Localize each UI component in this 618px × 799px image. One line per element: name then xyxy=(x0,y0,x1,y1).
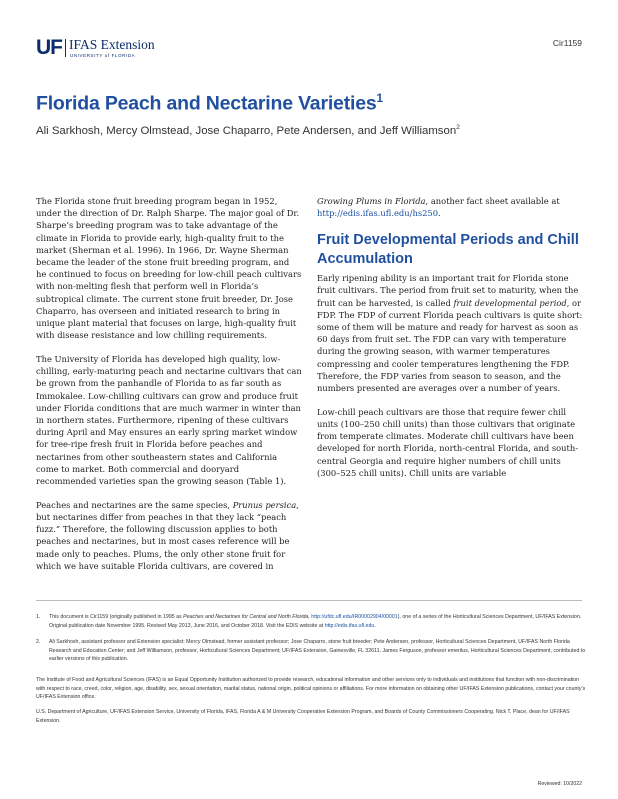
paragraph-chill-units: Low-chill peach cultivars are those that require fewer chill units (100–250 chill units) than those cultivars that originate from temperate climates. Moderate chill cultivars have been developed for north Florida, north-central Florida, and south-central Georgia and require higher numbers of chill units (300–525 chill units). Chill units are variable xyxy=(317,406,579,478)
paragraph-plums-end: . xyxy=(438,208,441,219)
footnote-1-text: This document is Cir1159 (originally published in 1995 as xyxy=(49,614,184,620)
plum-publication-title: Growing Plums in Florida xyxy=(317,196,426,206)
reviewed-date: Reviewed: 10/2022 xyxy=(537,781,582,787)
page-title xyxy=(36,92,383,116)
footnote-number: 2. xyxy=(36,639,41,646)
footer-statements xyxy=(36,676,588,725)
footnote-number: 1. xyxy=(36,614,41,620)
title-footnote-marker: 1 xyxy=(376,92,383,105)
section-heading: Fruit Developmental Periods and Chill Accumulation xyxy=(317,232,579,267)
title-text: Florida Peach and Nectarine Varieties xyxy=(36,92,377,115)
paragraph-fdp-cont: , or FDP. The FDP of current Florida peach cultivars is quite short: some of them will be mature and ready for harvest as soon as 60 days from fruit set. The FDP can vary with temperature during the growing season, with warmer temperatures compressing and cooler temperatures lengthening the FDP. Therefore, the FDP varies from season to season, and the numbers presented are averages over a number of years. xyxy=(317,297,583,394)
footnote-divider xyxy=(36,600,582,601)
paragraph-fdp xyxy=(317,272,585,394)
paragraph-fdp-text: Early ripening ability is an important trait for Florida stone fruit cultivars. The period from fruit set to maturity, when the fruit can be harvested, is called xyxy=(317,273,579,308)
fdp-term: fruit developmental period xyxy=(453,297,567,308)
footnote-1 xyxy=(36,613,588,630)
footnote-1-cont: ), one of a series of the Horticultural Sciences Department, UF/IFAS Extension. Original publication date November 1995. Revised May 2013, June 2016, and October 2018. Visit the EDIS website at xyxy=(49,614,582,629)
paragraph-species xyxy=(36,499,302,572)
uf-logo: UF xyxy=(36,36,62,59)
footnotes xyxy=(36,613,588,732)
body-column-left xyxy=(36,195,302,584)
paragraph-cultivars: The University of Florida has developed high quality, low-chilling, early-maturing peach and nectarine cultivars that can be grown from the panhandle of Florida to as far south as Immokalee. Low-chilling cultivars can grow and produce fruit under Florida conditions that are much warmer in winter than in northern states. Furthermore, ripening of these cultivars during April and May ensures an early spring market window for tree-ripe fresh fruit in Florida before peaches and nectarines from other southeastern states and California come to market. Both commercial and dooryard recommended varieties span the growing season (Table 1). xyxy=(36,354,302,487)
logo-subtitle: UNIVERSITY of FLORIDA xyxy=(70,53,136,58)
species-name: Prunus persica, xyxy=(232,499,299,510)
paragraph-history: The Florida stone fruit breeding program began in 1952, under the direction of Dr. Ralph Sharpe. The major goal of Dr. Sharpe’s breeding program was to take advantage of the climate in Florida to provide early, high-quality fruit to the market (Sherman et al. 1996). In 1966, Dr. Wayne Sherman became the leader of the stone fruit breeding program, and he continued to focus on breeding for low-chill peach cultivars with non-melting flesh that perform well in Florida’s subtropical climate. The current stone fruit breeder, Dr. Jose Chaparro, has overseen and initiated research to bring in unique plant material that focuses on large, high-quality fruit with disease resistance and low chilling requirements. xyxy=(36,196,302,341)
footnote-2 xyxy=(36,638,588,664)
authors-text: Ali Sarkhosh, Mercy Olmstead, Jose Chaparro, Pete Andersen, and Jeff Williamson xyxy=(36,124,457,137)
paragraph-plums-text: , another fact sheet available at xyxy=(425,196,560,206)
body-column-right xyxy=(317,195,585,491)
edis-link[interactable]: http://edis.ifas.ufl.edu xyxy=(324,622,375,629)
original-publication-title: Peaches and Nectarines for Central and North Florida, xyxy=(183,614,310,620)
author-list xyxy=(36,124,460,137)
logo-divider xyxy=(65,39,66,57)
footnote-text: Ali Sarkhosh, assistant professor and Extension specialist; Mercy Olmstead, former assistant professor; Jose Chaparro, stone fruit breeder; Pete Andersen, professor, Horticultural Sciences Department, UF/IFAS North Florida Research and Education Center; and Jeff Williamson, professor, Horticultural Sciences Department; UF/IFAS Extension, Gainesville, FL 32611. James Ferguson, professor emeritus, Horticultural Sciences Department, contributed to earlier versions of this publication. xyxy=(49,639,586,663)
footnote-text xyxy=(49,613,588,630)
page-header xyxy=(36,38,582,58)
paragraph-plums xyxy=(317,195,585,219)
paragraph-species-text: Peaches and nectarines are the same species, xyxy=(36,499,233,510)
paragraph-species-cont: but nectarines differ from peaches in that they lack “peach fuzz.” Therefore, the following discussion applies to both peaches and nectarines, but in most cases reference will be made only to peaches. Plums, the only other stone fruit for which we have suitable Florida cultivars, are covered in xyxy=(36,512,290,571)
authors-footnote-marker: 2 xyxy=(456,124,460,131)
document-id: Cir1159 xyxy=(552,38,582,48)
footnote-1-end: . xyxy=(374,622,376,629)
usda-statement: U.S. Department of Agriculture, UF/IFAS Extension Service, University of Florida, IFAS, Florida A & M University Cooperative Extension Program, and Boards of County Commissioners Cooperating. Nick T. Place, dean for UF/IFAS Extension. xyxy=(36,709,570,724)
hs250-link[interactable]: http://edis.ifas.ufl.edu/hs250 xyxy=(317,208,439,219)
ifas-extension-logo-text: IFAS Extension xyxy=(69,37,155,52)
equal-opportunity-statement: The Institute of Food and Agricultural Sciences (IFAS) is an Equal Opportunity Institution authorized to provide research, educational information and other services only to individuals and institutions that function with non-discrimination with respect to race, creed, color, religion, age, disability, sex, sexual orientation, marital status, national origin, political opinions or affiliations. For more information on obtaining other UF/IFAS Extension publications, contact your county’s UF/IFAS Extension office. xyxy=(36,676,586,701)
ufdc-link[interactable]: http://ufdc.ufl.edu/IR00002904/00001 xyxy=(311,614,398,620)
